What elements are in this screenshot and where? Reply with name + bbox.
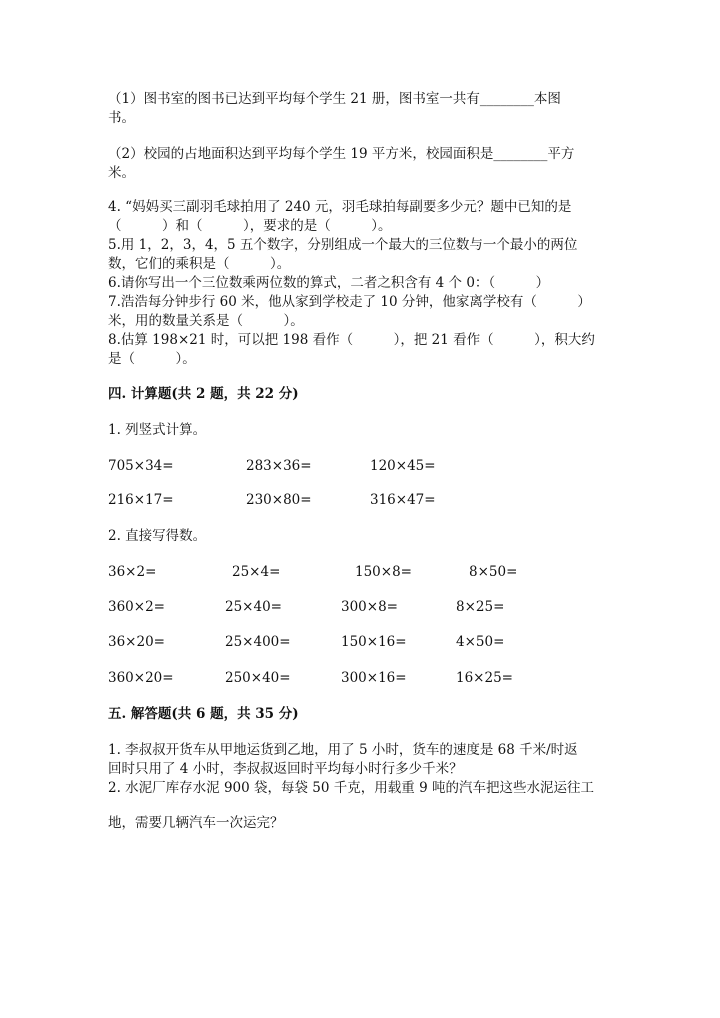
- question-4-line-2: （ ）和（ ），要求的是（ ）。: [108, 218, 392, 234]
- question-5-line-1: 5.用 1，2，3，4，5 五个数字，分别组成一个最大的三位数与一个最小的两位: [108, 237, 578, 253]
- section-5-q1-line-2: 回时只用了 4 小时，李叔叔返回时平均每小时行多少千米？: [108, 761, 463, 777]
- question-6-line-1: 6.请你写出一个三位数乘两位数的算式，二者之积含有 4 个 0：（ ）: [108, 275, 550, 291]
- direct-calc-item: 25×400=: [225, 634, 291, 650]
- section-4-q1-title: 1. 列竖式计算。: [108, 422, 207, 438]
- direct-calc-item: 150×8=: [355, 564, 412, 580]
- section-4-q2-title: 2. 直接写得数。: [108, 528, 207, 544]
- vertical-calc-item: 705×34=: [108, 458, 174, 474]
- section-5-q1-line-1: 1. 李叔叔开货车从甲地运货到乙地，用了 5 小时，货车的速度是 68 千米/时返: [108, 742, 578, 758]
- question-8-line-2: 是（ ）。: [108, 351, 196, 367]
- direct-calc-item: 36×20=: [108, 634, 165, 650]
- section-4-heading: 四. 计算题(共 2 题，共 22 分): [108, 386, 299, 402]
- vertical-calc-item: 216×17=: [108, 492, 174, 508]
- direct-calc-item: 16×25=: [456, 670, 513, 686]
- direct-calc-item: 8×50=: [469, 564, 518, 580]
- vertical-calc-item: 283×36=: [246, 458, 312, 474]
- question-3-1-line-1: （1）图书室的图书已达到平均每个学生 21 册，图书室一共有________本图: [108, 91, 561, 107]
- direct-calc-item: 360×2=: [108, 599, 165, 615]
- direct-calc-item: 300×16=: [341, 670, 407, 686]
- direct-calc-item: 300×8=: [341, 599, 398, 615]
- direct-calc-item: 360×20=: [108, 670, 174, 686]
- direct-calc-item: 8×25=: [456, 599, 505, 615]
- vertical-calc-item: 120×45=: [370, 458, 436, 474]
- direct-calc-item: 150×16=: [341, 634, 407, 650]
- question-7-line-1: 7.浩浩每分钟步行 60 米，他从家到学校走了 10 分钟，他家离学校有（ ）: [108, 294, 591, 310]
- question-3-2-line-1: （2）校园的占地面积达到平均每个学生 19 平方米，校园面积是________平方: [108, 146, 575, 162]
- section-5-heading: 五. 解答题(共 6 题，共 35 分): [108, 706, 299, 722]
- section-5-q2-line-1: 2. 水泥厂库存水泥 900 袋，每袋 50 千克，用载重 9 吨的汽车把这些水泥运往工: [108, 780, 594, 796]
- direct-calc-item: 250×40=: [225, 670, 291, 686]
- question-7-line-2: 米，用的数量关系是（ ）。: [108, 313, 304, 329]
- vertical-calc-item: 316×47=: [370, 492, 436, 508]
- direct-calc-item: 25×4=: [232, 564, 281, 580]
- question-3-1-line-2: 书。: [108, 110, 135, 126]
- question-3-2-line-2: 米。: [108, 165, 135, 181]
- question-8-line-1: 8.估算 198×21 时，可以把 198 看作（ ），把 21 看作（ ），积大约: [108, 332, 595, 348]
- direct-calc-item: 36×2=: [108, 564, 157, 580]
- question-4-line-1: 4. “妈妈买三副羽毛球拍用了 240 元，羽毛球拍每副要多少元？题中已知的是: [108, 199, 572, 215]
- direct-calc-item: 4×50=: [456, 634, 505, 650]
- direct-calc-item: 25×40=: [225, 599, 282, 615]
- question-5-line-2: 数，它们的乘积是（ ）。: [108, 256, 291, 272]
- section-5-q2-line-2: 地，需要几辆汽车一次运完？: [108, 815, 284, 831]
- vertical-calc-item: 230×80=: [246, 492, 312, 508]
